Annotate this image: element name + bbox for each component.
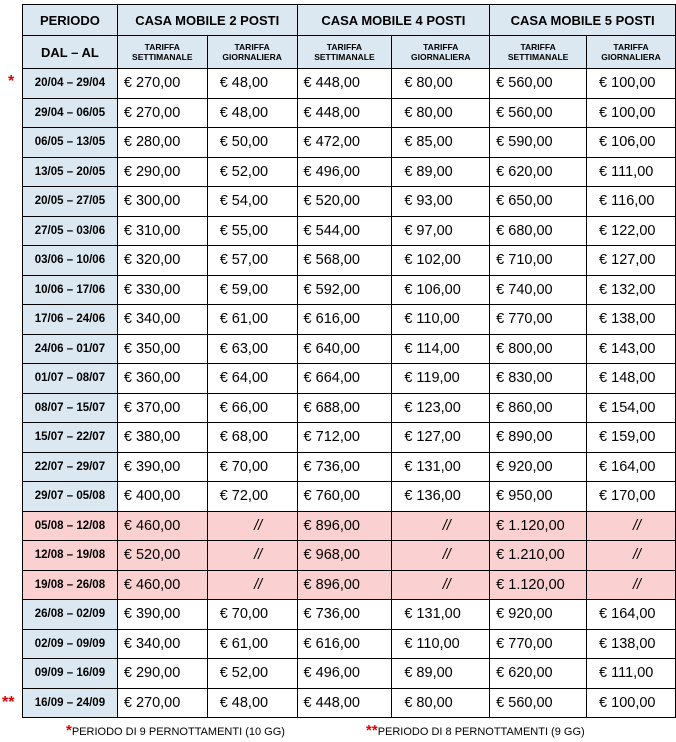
weekly-price-cell: € 448,00 (297, 98, 392, 128)
daily-price-cell: // (587, 570, 676, 600)
weekly-price-cell: € 460,00 (117, 511, 207, 541)
table-row (23, 600, 676, 630)
period-cell: 02/09 – 09/09 (23, 629, 118, 659)
period-cell: 10/06 – 17/06 (23, 275, 118, 305)
weekly-price-cell: € 968,00 (297, 541, 392, 571)
table-row (23, 511, 676, 541)
weekly-price-cell: € 472,00 (297, 128, 392, 158)
daily-price-cell: € 132,00 (587, 275, 676, 305)
table-row (23, 629, 676, 659)
tariffa-label: TARIFFA (144, 42, 180, 52)
daily-rate-header (207, 36, 297, 69)
weekly-price-cell: € 770,00 (490, 629, 587, 659)
period-cell: 17/06 – 24/06 (23, 305, 118, 335)
period-cell: 03/06 – 10/06 (23, 246, 118, 276)
weekly-price-cell: € 590,00 (490, 128, 587, 158)
weekly-price-cell: € 680,00 (490, 216, 587, 246)
weekly-price-cell: € 560,00 (490, 98, 587, 128)
weekly-price-cell: € 544,00 (297, 216, 392, 246)
daily-price-cell: € 170,00 (587, 482, 676, 512)
daily-price-cell: € 143,00 (587, 334, 676, 364)
weekly-price-cell: € 310,00 (117, 216, 207, 246)
weekly-price-cell: € 496,00 (297, 659, 392, 689)
daily-price-cell: € 100,00 (587, 98, 676, 128)
period-cell: 29/07 – 05/08 (23, 482, 118, 512)
weekly-price-cell: € 770,00 (490, 305, 587, 335)
weekly-price-cell: € 330,00 (117, 275, 207, 305)
table-row (23, 334, 676, 364)
weekly-price-cell: € 380,00 (117, 423, 207, 453)
weekly-price-cell: € 320,00 (117, 246, 207, 276)
daily-price-cell: € 48,00 (207, 69, 297, 99)
period-cell: 13/05 – 20/05 (23, 157, 118, 187)
daily-price-cell: € 48,00 (207, 98, 297, 128)
period-cell: 19/08 – 26/08 (23, 570, 118, 600)
daily-price-cell: // (392, 570, 490, 600)
daily-price-cell: € 89,00 (392, 659, 490, 689)
weekly-price-cell: € 360,00 (117, 364, 207, 394)
weekly-price-cell: € 640,00 (297, 334, 392, 364)
daily-price-cell: € 164,00 (587, 452, 676, 482)
daily-price-cell: € 68,00 (207, 423, 297, 453)
table-row (23, 187, 676, 217)
table-row (23, 216, 676, 246)
daily-price-cell: € 59,00 (207, 275, 297, 305)
daily-price-cell: € 64,00 (207, 364, 297, 394)
weekly-price-cell: € 400,00 (117, 482, 207, 512)
weekly-price-cell: € 300,00 (117, 187, 207, 217)
footnote-text: PERIODO DI 9 PERNOTTAMENTI (10 GG) (71, 726, 285, 738)
weekly-price-cell: € 712,00 (297, 423, 392, 453)
weekly-price-cell: € 340,00 (117, 629, 207, 659)
daily-price-cell: € 106,00 (587, 128, 676, 158)
daily-price-cell: € 50,00 (207, 128, 297, 158)
weekly-price-cell: € 1.120,00 (490, 511, 587, 541)
period-cell: 08/07 – 15/07 (23, 393, 118, 423)
daily-price-cell: € 100,00 (587, 69, 676, 99)
period-cell: 06/05 – 13/05 (23, 128, 118, 158)
footnote-9-nights (66, 722, 285, 739)
daily-price-cell: € 138,00 (587, 305, 676, 335)
weekly-price-cell: € 620,00 (490, 659, 587, 689)
daily-price-cell: € 72,00 (207, 482, 297, 512)
daily-price-cell: // (392, 511, 490, 541)
group-header-2-posti: CASA MOBILE 2 POSTI (117, 5, 297, 36)
daily-price-cell: € 97,00 (392, 216, 490, 246)
daily-price-cell: € 70,00 (207, 600, 297, 630)
weekly-price-cell: € 890,00 (490, 423, 587, 453)
weekly-price-cell: € 950,00 (490, 482, 587, 512)
weekly-price-cell: € 830,00 (490, 364, 587, 394)
daily-price-cell: € 131,00 (392, 452, 490, 482)
price-table-wrapper (22, 4, 676, 718)
weekly-price-cell: € 800,00 (490, 334, 587, 364)
daily-rate-header (587, 36, 676, 69)
footnote-text: PERIODO DI 8 PERNOTTAMENTI (9 GG) (377, 726, 585, 738)
daily-price-cell: // (207, 511, 297, 541)
daily-price-cell: € 116,00 (587, 187, 676, 217)
table-row (23, 98, 676, 128)
table-row (23, 452, 676, 482)
period-cell: 15/07 – 22/07 (23, 423, 118, 453)
period-cell: 26/08 – 02/09 (23, 600, 118, 630)
weekly-price-cell: € 390,00 (117, 452, 207, 482)
giornaliera-label: GIORNALIERA (222, 52, 282, 62)
weekly-price-cell: € 520,00 (297, 187, 392, 217)
weekly-price-cell: € 270,00 (117, 69, 207, 99)
period-cell: 16/09 – 24/09 (23, 688, 118, 718)
price-table (22, 4, 676, 718)
table-row (23, 659, 676, 689)
weekly-price-cell: € 568,00 (297, 246, 392, 276)
weekly-price-cell: € 592,00 (297, 275, 392, 305)
table-row (23, 128, 676, 158)
period-cell: 01/07 – 08/07 (23, 364, 118, 394)
price-table-body (23, 69, 676, 718)
daily-price-cell: € 52,00 (207, 659, 297, 689)
daily-price-cell: € 136,00 (392, 482, 490, 512)
daily-price-cell: // (587, 511, 676, 541)
weekly-price-cell: € 896,00 (297, 570, 392, 600)
weekly-price-cell: € 520,00 (117, 541, 207, 571)
daily-price-cell: € 93,00 (392, 187, 490, 217)
table-row (23, 541, 676, 571)
weekly-price-cell: € 1.120,00 (490, 570, 587, 600)
daily-price-cell: € 131,00 (392, 600, 490, 630)
daily-price-cell: € 100,00 (587, 688, 676, 718)
weekly-price-cell: € 688,00 (297, 393, 392, 423)
period-cell: 05/08 – 12/08 (23, 511, 118, 541)
periodo-header: PERIODO (23, 5, 118, 36)
daily-price-cell: € 57,00 (207, 246, 297, 276)
period-cell: 24/06 – 01/07 (23, 334, 118, 364)
weekly-price-cell: € 448,00 (297, 688, 392, 718)
daily-price-cell: // (207, 541, 297, 571)
group-header-5-posti: CASA MOBILE 5 POSTI (490, 5, 676, 36)
group-header-4-posti: CASA MOBILE 4 POSTI (297, 5, 490, 36)
weekly-rate-header (117, 36, 207, 69)
weekly-price-cell: € 290,00 (117, 157, 207, 187)
period-cell: 09/09 – 16/09 (23, 659, 118, 689)
table-row (23, 364, 676, 394)
daily-price-cell: € 61,00 (207, 629, 297, 659)
tariffa-label: TARIFFA (613, 42, 649, 52)
tariffa-label: TARIFFA (520, 42, 556, 52)
daily-price-cell: € 80,00 (392, 688, 490, 718)
daily-price-cell: € 61,00 (207, 305, 297, 335)
daily-price-cell: € 70,00 (207, 452, 297, 482)
settimanale-label: SETTIMANALE (132, 52, 193, 62)
daily-price-cell: € 159,00 (587, 423, 676, 453)
period-cell: 20/05 – 27/05 (23, 187, 118, 217)
weekly-price-cell: € 290,00 (117, 659, 207, 689)
settimanale-label: SETTIMANALE (314, 52, 375, 62)
table-row (23, 305, 676, 335)
daily-price-cell: € 114,00 (392, 334, 490, 364)
daily-price-cell: € 106,00 (392, 275, 490, 305)
daily-price-cell: // (207, 570, 297, 600)
period-cell: 20/04 – 29/04 (23, 69, 118, 99)
daily-rate-header (392, 36, 490, 69)
daily-price-cell: € 122,00 (587, 216, 676, 246)
daily-price-cell: € 89,00 (392, 157, 490, 187)
weekly-price-cell: € 270,00 (117, 98, 207, 128)
footnote-8-nights (366, 722, 585, 739)
weekly-price-cell: € 664,00 (297, 364, 392, 394)
weekly-price-cell: € 448,00 (297, 69, 392, 99)
weekly-price-cell: € 736,00 (297, 452, 392, 482)
weekly-price-cell: € 496,00 (297, 157, 392, 187)
footnote-asterisk: * (66, 722, 72, 739)
table-row (23, 69, 676, 99)
weekly-price-cell: € 616,00 (297, 629, 392, 659)
table-row (23, 688, 676, 718)
weekly-price-cell: € 370,00 (117, 393, 207, 423)
weekly-price-cell: € 740,00 (490, 275, 587, 305)
weekly-price-cell: € 280,00 (117, 128, 207, 158)
weekly-price-cell: € 460,00 (117, 570, 207, 600)
weekly-price-cell: € 340,00 (117, 305, 207, 335)
daily-price-cell: € 123,00 (392, 393, 490, 423)
tariffa-label: TARIFFA (234, 42, 270, 52)
giornaliera-label: GIORNALIERA (411, 52, 471, 62)
weekly-price-cell: € 350,00 (117, 334, 207, 364)
daily-price-cell: € 52,00 (207, 157, 297, 187)
daily-price-cell: // (392, 541, 490, 571)
tariffa-label: TARIFFA (423, 42, 459, 52)
period-cell: 22/07 – 29/07 (23, 452, 118, 482)
daily-price-cell: € 80,00 (392, 69, 490, 99)
daily-price-cell: € 54,00 (207, 187, 297, 217)
weekly-price-cell: € 710,00 (490, 246, 587, 276)
daily-price-cell: € 66,00 (207, 393, 297, 423)
weekly-price-cell: € 920,00 (490, 452, 587, 482)
daily-price-cell: € 48,00 (207, 688, 297, 718)
weekly-price-cell: € 650,00 (490, 187, 587, 217)
weekly-price-cell: € 760,00 (297, 482, 392, 512)
daily-price-cell: € 138,00 (587, 629, 676, 659)
weekly-price-cell: € 920,00 (490, 600, 587, 630)
daily-price-cell: € 80,00 (392, 98, 490, 128)
weekly-rate-header (490, 36, 587, 69)
weekly-rate-header (297, 36, 392, 69)
daily-price-cell: € 55,00 (207, 216, 297, 246)
table-row (23, 423, 676, 453)
daily-price-cell: € 102,00 (392, 246, 490, 276)
tariffa-label: TARIFFA (326, 42, 363, 52)
daily-price-cell: € 119,00 (392, 364, 490, 394)
period-cell: 12/08 – 19/08 (23, 541, 118, 571)
settimanale-label: SETTIMANALE (507, 52, 569, 62)
weekly-price-cell: € 390,00 (117, 600, 207, 630)
period-cell: 29/04 – 06/05 (23, 98, 118, 128)
table-row (23, 393, 676, 423)
weekly-price-cell: € 620,00 (490, 157, 587, 187)
daily-price-cell: € 111,00 (587, 659, 676, 689)
weekly-price-cell: € 736,00 (297, 600, 392, 630)
daily-price-cell: € 111,00 (587, 157, 676, 187)
weekly-price-cell: € 896,00 (297, 511, 392, 541)
footnote-double-asterisk: ** (366, 722, 378, 739)
weekly-price-cell: € 270,00 (117, 688, 207, 718)
daily-price-cell: € 148,00 (587, 364, 676, 394)
daily-price-cell: € 110,00 (392, 305, 490, 335)
daily-price-cell: € 85,00 (392, 128, 490, 158)
table-row (23, 275, 676, 305)
daily-price-cell: € 154,00 (587, 393, 676, 423)
period-cell: 27/05 – 03/06 (23, 216, 118, 246)
weekly-price-cell: € 1.210,00 (490, 541, 587, 571)
daily-price-cell: € 127,00 (392, 423, 490, 453)
daily-price-cell: € 63,00 (207, 334, 297, 364)
double-asterisk-marker: ** (2, 694, 15, 711)
table-row (23, 482, 676, 512)
daily-price-cell: € 164,00 (587, 600, 676, 630)
table-row (23, 157, 676, 187)
weekly-price-cell: € 560,00 (490, 69, 587, 99)
dal-al-header: DAL – AL (23, 36, 118, 69)
table-row (23, 246, 676, 276)
weekly-price-cell: € 560,00 (490, 688, 587, 718)
daily-price-cell: // (587, 541, 676, 571)
daily-price-cell: € 110,00 (392, 629, 490, 659)
table-row (23, 570, 676, 600)
giornaliera-label: GIORNALIERA (601, 52, 661, 62)
weekly-price-cell: € 860,00 (490, 393, 587, 423)
weekly-price-cell: € 616,00 (297, 305, 392, 335)
daily-price-cell: € 127,00 (587, 246, 676, 276)
asterisk-marker: * (8, 73, 15, 90)
